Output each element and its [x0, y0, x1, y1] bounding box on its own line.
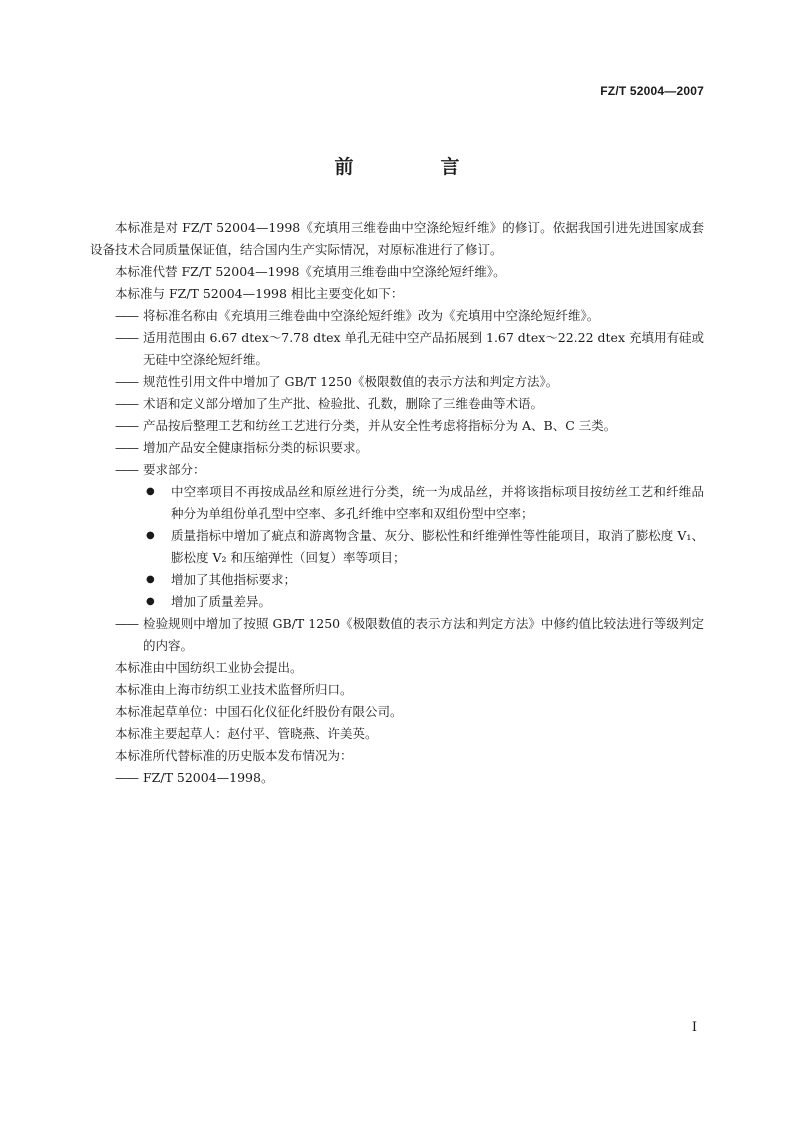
dash-mark: —— — [115, 330, 138, 345]
bullet-icon: ● — [146, 486, 155, 497]
dash-item-text: 术语和定义部分增加了生产批、检验批、孔数，删除了三维卷曲等术语。 — [143, 396, 544, 411]
dash-item-text: 产品按后整理工艺和纺丝工艺进行分类，并从安全性考虑将指标分为 A、B、C 三类。 — [143, 418, 617, 433]
paragraph: 本标准由中国纺织工业协会提出。 — [115, 660, 303, 675]
bullet-item-text: 增加了其他指标要求； — [171, 572, 297, 587]
bullet-item — [90, 591, 704, 613]
dash-mark: —— — [115, 396, 138, 411]
bullet-icon: ● — [146, 530, 155, 541]
dash-item — [90, 437, 704, 459]
dash-mark: —— — [115, 308, 138, 323]
dash-item — [90, 613, 704, 657]
dash-item-text: 增加产品安全健康指标分类的标识要求。 — [143, 440, 369, 455]
foreword-body — [90, 217, 704, 789]
dash-item-text: 要求部分： — [143, 462, 206, 477]
dash-item — [90, 327, 704, 371]
bullet-item-text: 中空率项目不再按成品丝和原丝进行分类，统一为成品丝，并将该指标项目按纺丝工艺和纤维品种分为单组份单孔型中空率、多孔纤维中空率和双组份型中空率； — [171, 484, 704, 521]
dash-item-text: 将标准名称由《充填用三维卷曲中空涤纶短纤维》改为《充填用中空涤纶短纤维》。 — [143, 308, 600, 323]
paragraph: 本标准由上海市纺织工业技术监督所归口。 — [115, 682, 353, 697]
page-number: I — [691, 1020, 697, 1035]
dash-item — [90, 371, 704, 393]
bullet-item-text: 增加了质量差异。 — [171, 594, 272, 609]
bullet-item-text: 质量指标中增加了疵点和游离物含量、灰分、膨松性和纤维弹性等性能项目，取消了膨松度 V₁、膨松度 V₂ 和压缩弹性（回复）率等项目； — [171, 528, 704, 565]
dash-mark: —— — [115, 440, 138, 455]
bullet-icon: ● — [146, 574, 155, 585]
paragraph: 本标准是对 FZ/T 52004—1998《充填用三维卷曲中空涤纶短纤维》的修订。依据我国引进先进国家成套设备技术合同质量保证值，结合国内生产实际情况，对原标准进行了修订。 — [90, 220, 704, 257]
paragraph: 本标准主要起草人：赵付平、管晓燕、许美英。 — [115, 726, 378, 741]
dash-item — [90, 393, 704, 415]
dash-item — [90, 415, 704, 437]
history-item-text: FZ/T 52004—1998。 — [143, 770, 274, 785]
paragraph: 本标准起草单位：中国石化仪征化纤股份有限公司。 — [115, 704, 403, 719]
dash-item-text: 适用范围由 6.67 dtex～7.78 dtex 单孔无硅中空产品拓展到 1.67 dtex～22.22 dtex 充填用有硅或无硅中空涤纶短纤维。 — [143, 330, 704, 367]
bullet-icon: ● — [146, 596, 155, 607]
history-item — [90, 767, 704, 789]
dash-mark: —— — [115, 770, 138, 785]
dash-mark: —— — [115, 374, 138, 389]
paragraph: 本标准所代替标准的历史版本发布情况为： — [115, 748, 353, 763]
standard-code: FZ/T 52004—2007 — [600, 84, 704, 98]
paragraph: 本标准与 FZ/T 52004—1998 相比主要变化如下： — [115, 286, 404, 301]
bullet-item — [90, 525, 704, 569]
page-title: 前 言 — [334, 156, 494, 178]
dash-mark: —— — [115, 616, 138, 631]
dash-item — [90, 305, 704, 327]
bullet-item — [90, 569, 704, 591]
dash-mark: —— — [115, 418, 138, 433]
dash-mark: —— — [115, 462, 138, 477]
dash-item-text: 检验规则中增加了按照 GB/T 1250《极限数值的表示方法和判定方法》中修约值比较法进行等级判定的内容。 — [143, 616, 704, 653]
dash-item-text: 规范性引用文件中增加了 GB/T 1250《极限数值的表示方法和判定方法》。 — [143, 374, 559, 389]
paragraph: 本标准代替 FZ/T 52004—1998《充填用三维卷曲中空涤纶短纤维》。 — [115, 264, 506, 279]
bullet-item — [90, 481, 704, 525]
dash-item — [90, 459, 704, 481]
